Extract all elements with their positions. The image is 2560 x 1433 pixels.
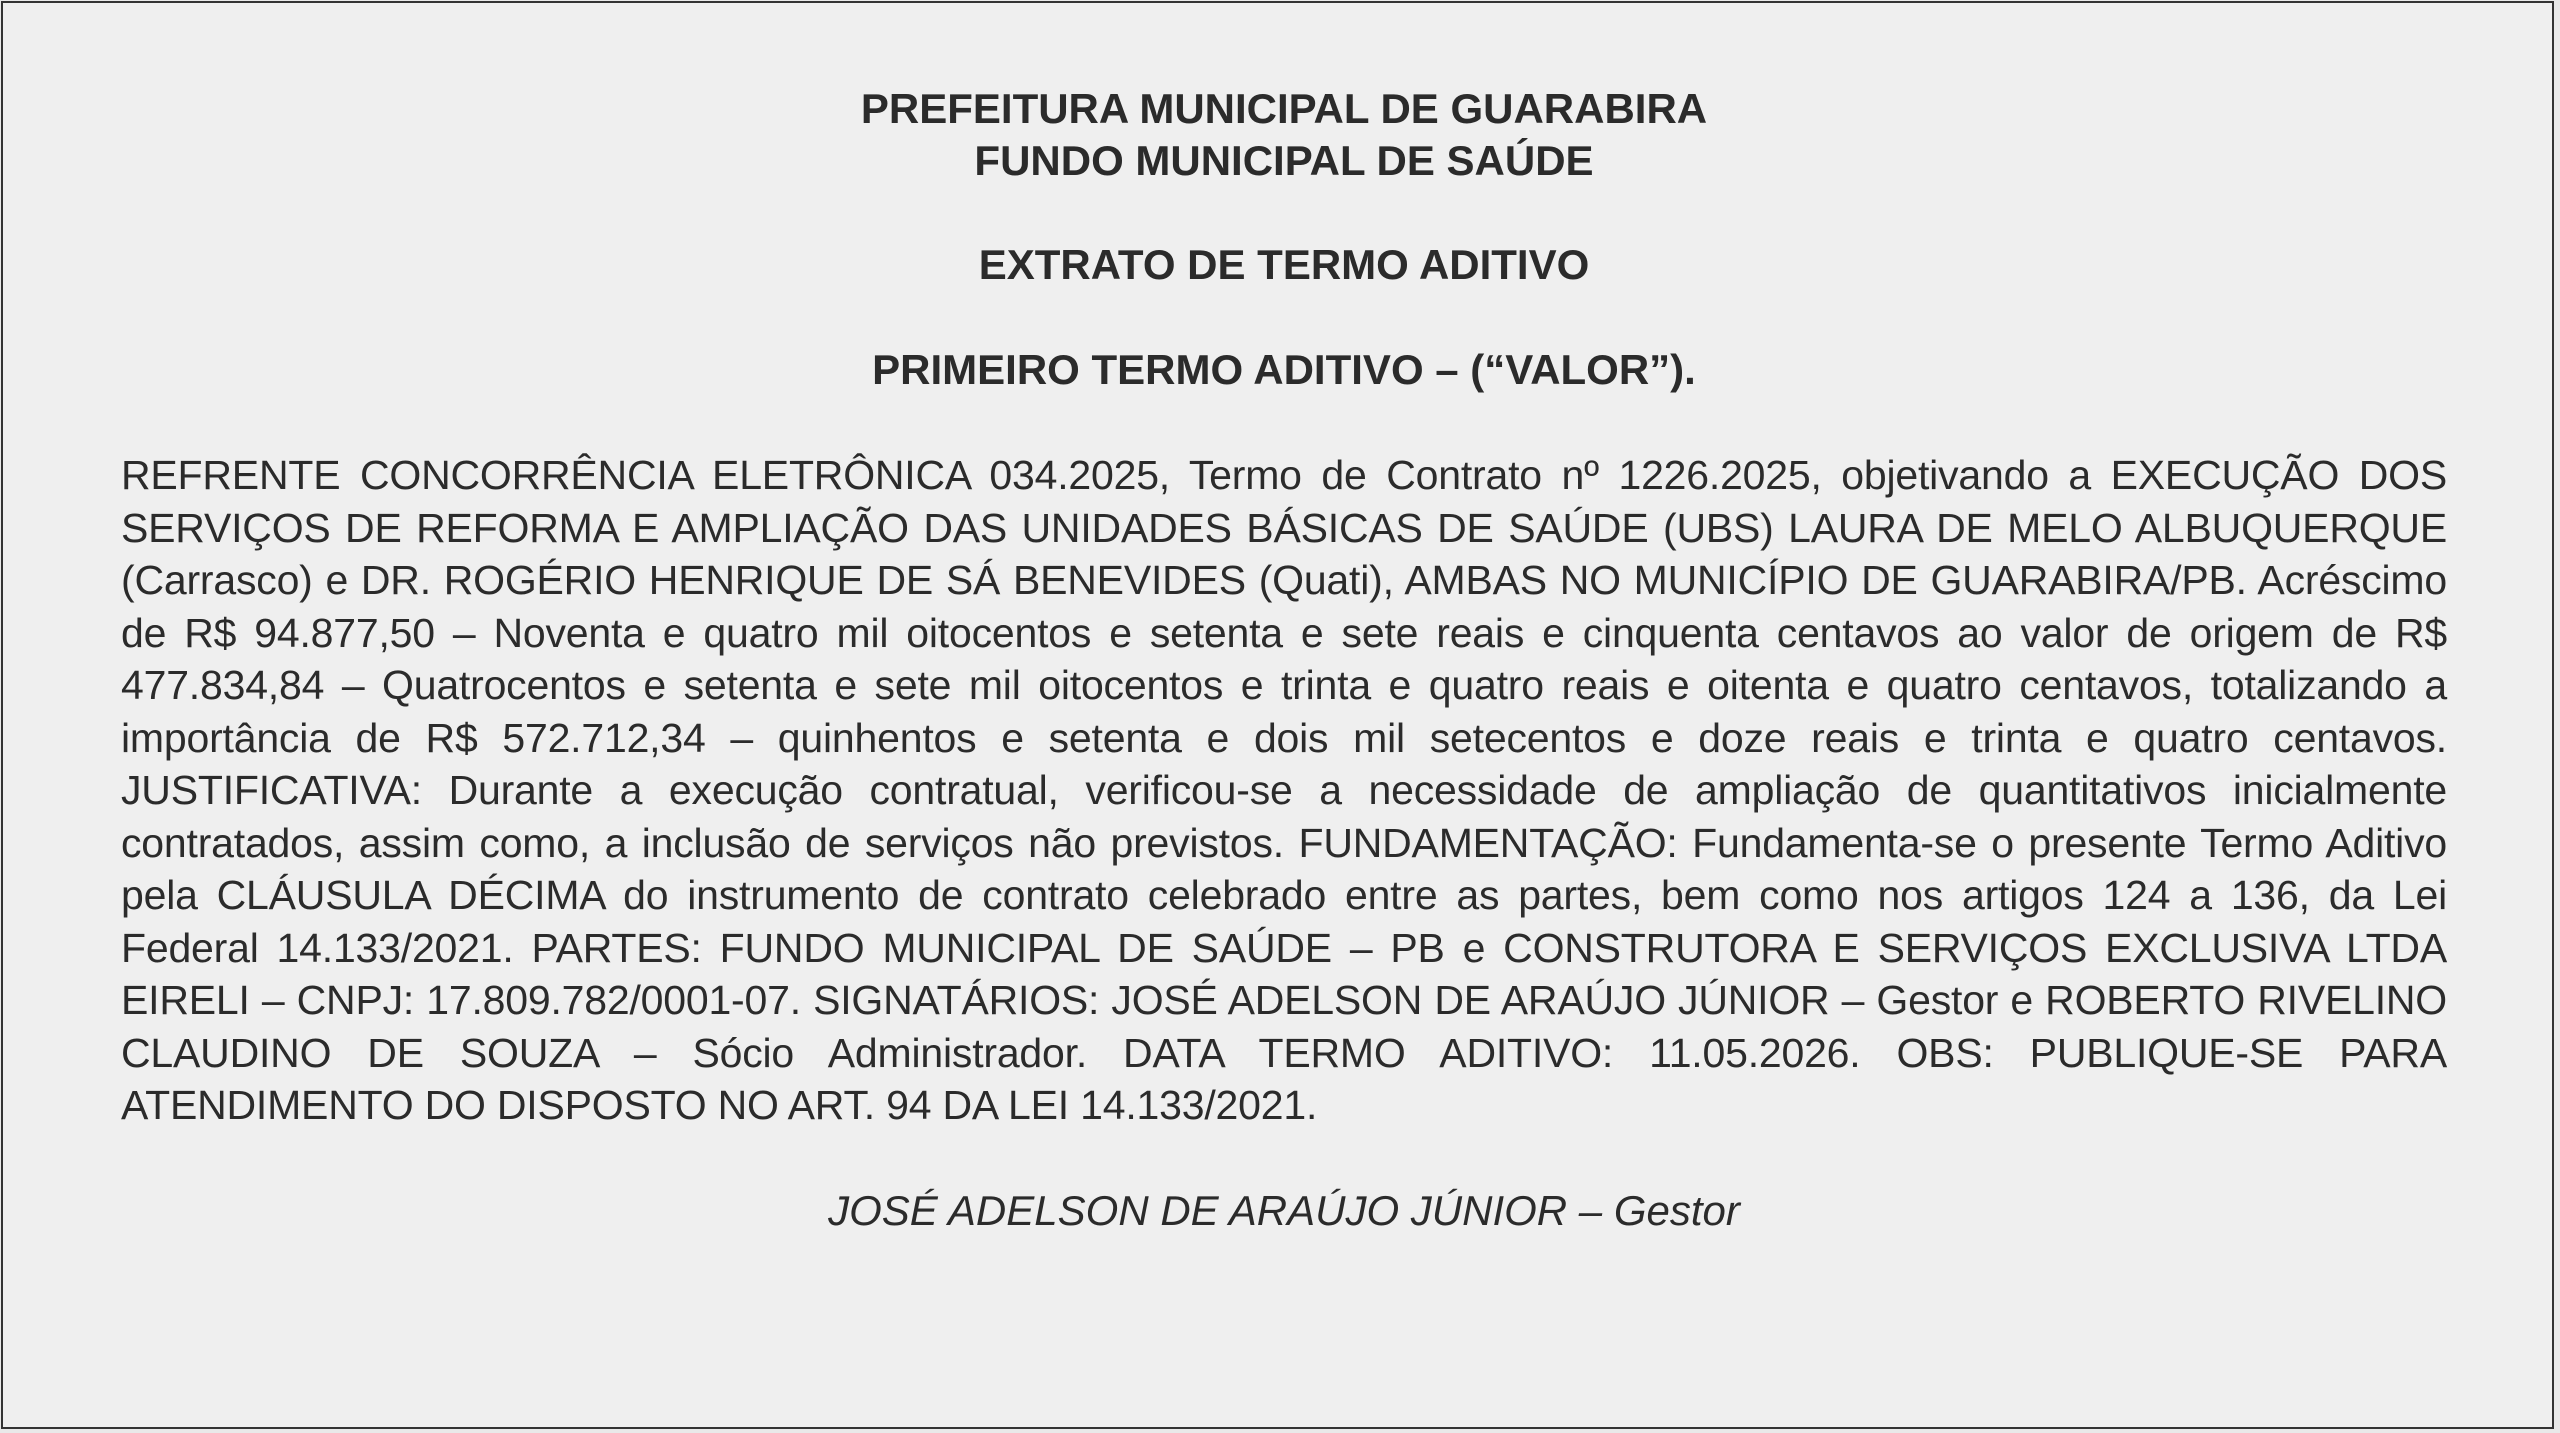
org-department: FUNDO MUNICIPAL DE SAÚDE (974, 137, 1594, 184)
org-name: PREFEITURA MUNICIPAL DE GUARABIRA (860, 85, 1708, 132)
document-frame (1, 1, 2554, 1429)
document-content (121, 83, 2447, 1279)
signature-line: JOSÉ ADELSON DE ARAÚJO JÚNIOR – Gestor (828, 1186, 1740, 1234)
document-subtitle: PRIMEIRO TERMO ADITIVO – (“VALOR”). (872, 346, 1696, 393)
document-body: REFRENTE CONCORRÊNCIA ELETRÔNICA 034.2025, Termo de Contrato nº 1226.2025, objetivando a EXECUÇÃO DOS SERVIÇOS DE REFORMA E AMPLIAÇÃO DAS UNIDADES BÁSICAS DE SAÚDE (UBS) LAURA DE MELO ALBUQUERQUE (Carrasco) e DR. ROGÉRIO HENRIQUE DE SÁ BENEVIDES (Quati), AMBAS NO MUNICÍPIO DE GUARABIRA/PB. Acréscimo de R$ 94.877,50 – Noventa e quatro mil oitocentos e setenta e sete reais e cinquenta centavos ao valor de origem de R$ 477.834,84 – Quatrocentos e setenta e sete mil oitocentos e trinta e quatro reais e oitenta e quatro centavos, totalizando a importância de R$ 572.712,34 – quinhentos e setenta e dois mil setecentos e doze reais e trinta e quatro centavos. JUSTIFICATIVA: Durante a execução contratual, verificou-se a necessidade de ampliação de quantitativos inicialmente contratados, assim como, a inclusão de serviços não previstos. FUNDAMENTAÇÃO: Fundamenta-se o presente Termo Aditivo pela CLÁUSULA DÉCIMA do instrumento de contrato celebrado entre as partes, bem como nos artigos 124 a 136, da Lei Federal 14.133/2021. PARTES: FUNDO MUNICIPAL DE SAÚDE – PB e CONSTRUTORA E SERVIÇOS EXCLUSIVA LTDA EIRELI – CNPJ: 17.809.782/0001-07. SIGNATÁRIOS: JOSÉ ADELSON DE ARAÚJO JÚNIOR – Gestor e ROBERTO RIVELINO CLAUDINO DE SOUZA – Sócio Administrador. DATA TERMO ADITIVO: 11.05.2026. OBS: PUBLIQUE-SE PARA ATENDIMENTO DO DISPOSTO NO ART. 94 DA LEI 14.133/2021. (121, 452, 2447, 1128)
document-title: EXTRATO DE TERMO ADITIVO (978, 241, 1590, 288)
